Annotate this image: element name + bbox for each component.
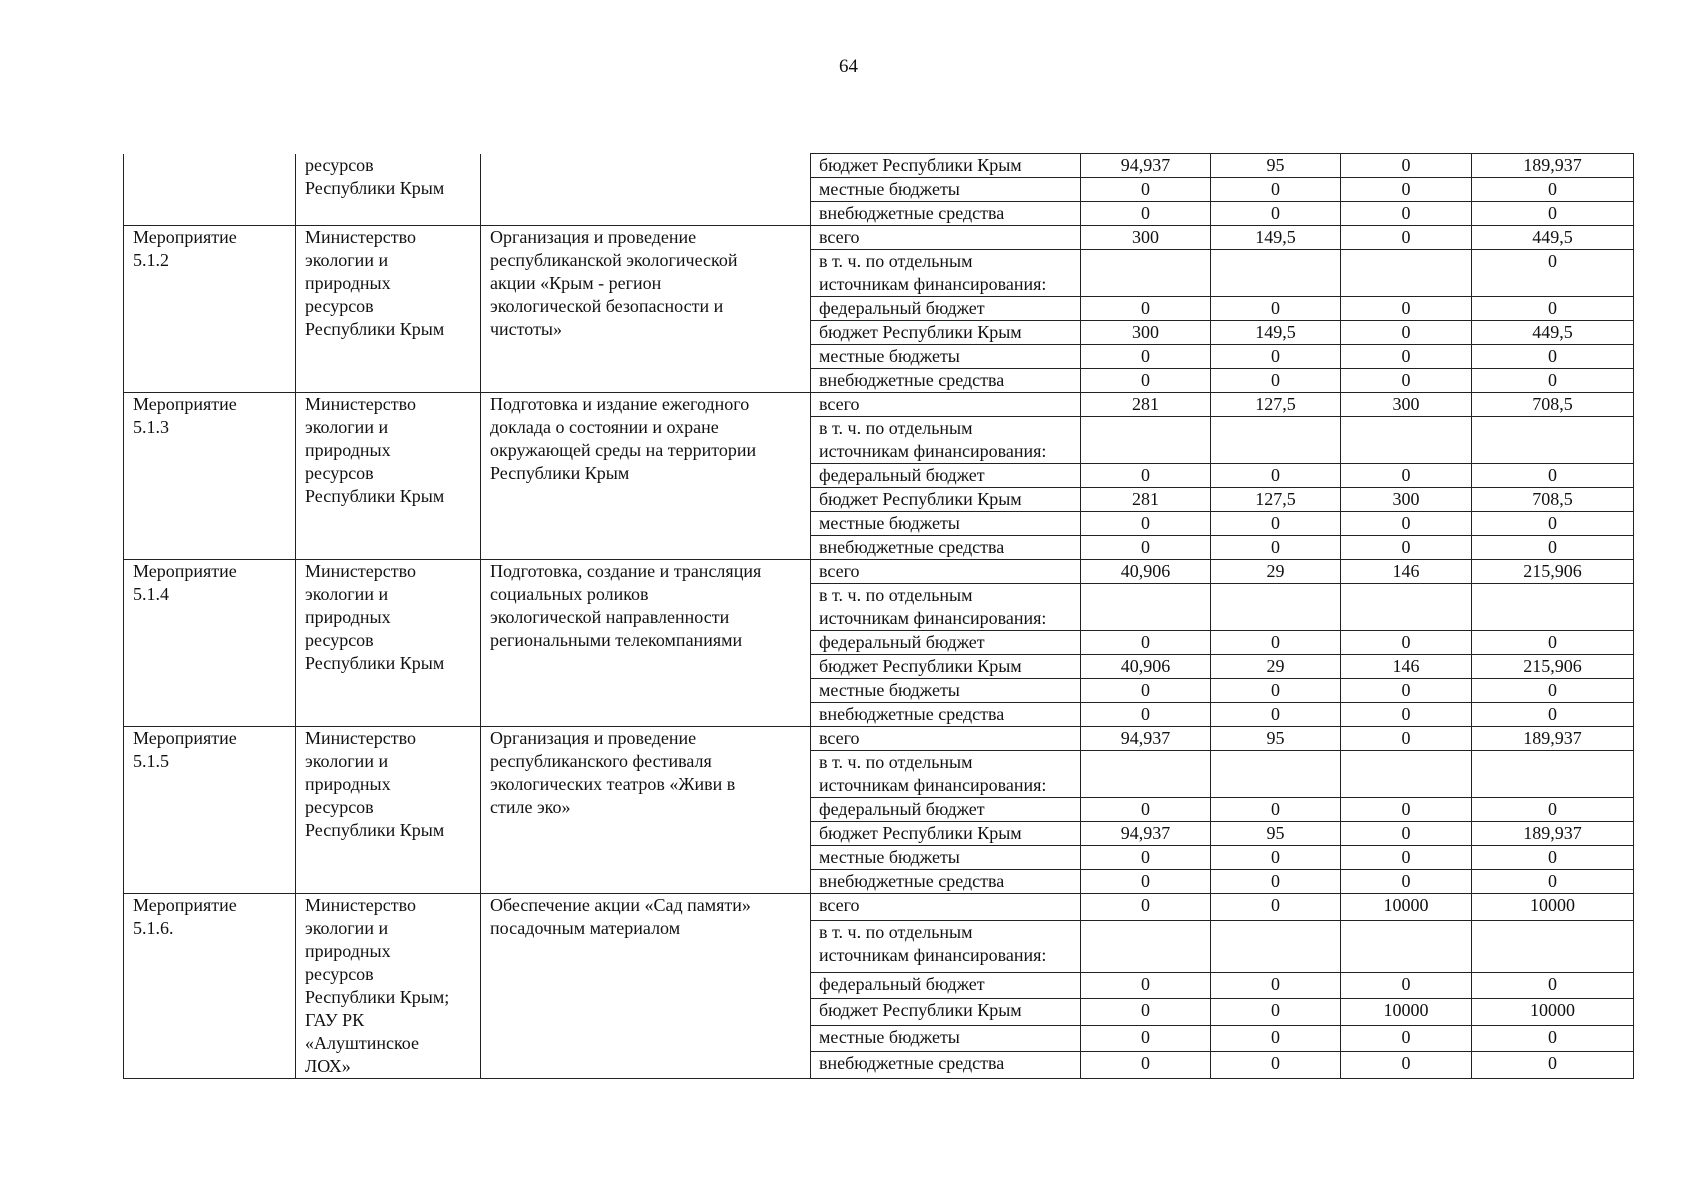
amount-cell: 0	[1081, 345, 1211, 369]
amount-cell	[1211, 584, 1341, 631]
amount-cell: 0	[1341, 1025, 1472, 1052]
event-cell	[124, 894, 296, 1079]
table-row	[124, 727, 1634, 751]
amount-cell: 0	[1211, 703, 1341, 727]
amount-cell: 127,5	[1211, 488, 1341, 512]
amount-cell: 0	[1211, 369, 1341, 393]
description-line: Организация и проведение	[490, 728, 697, 748]
executor-cell	[296, 393, 481, 560]
amount-cell: 0	[1341, 972, 1472, 999]
amount-cell: 0	[1341, 798, 1472, 822]
amount-cell: 0	[1081, 798, 1211, 822]
funding-source-cell	[811, 345, 1081, 369]
amount-cell: 215,906	[1472, 560, 1634, 584]
amount-cell: 0	[1211, 536, 1341, 560]
amount-cell: 0	[1081, 894, 1211, 921]
funding-source-label: бюджет Республики Крым	[819, 1000, 1022, 1021]
funding-source-label: бюджет Республики Крым	[819, 489, 1022, 509]
amount-cell: 0	[1081, 972, 1211, 999]
amount-cell: 0	[1472, 798, 1634, 822]
amount-cell: 0	[1081, 202, 1211, 226]
description-line: чистоты»	[490, 319, 563, 339]
funding-source-cell	[811, 154, 1081, 178]
funding-source-label: федеральный бюджет	[819, 973, 985, 994]
funding-source-cell	[811, 178, 1081, 202]
amount-cell: 95	[1211, 727, 1341, 751]
amount-cell: 94,937	[1081, 727, 1211, 751]
funding-source-cell	[811, 727, 1081, 751]
description-cell	[481, 727, 811, 894]
amount-cell: 40,906	[1081, 655, 1211, 679]
amount-cell: 127,5	[1211, 393, 1341, 417]
executor-line: Республики Крым;	[305, 987, 450, 1007]
amount-cell: 0	[1081, 536, 1211, 560]
description-cell	[481, 894, 811, 1079]
amount-cell	[1341, 584, 1472, 631]
executor-line: Министерство	[305, 227, 416, 247]
funding-source-cell	[811, 751, 1081, 798]
description-line: Подготовка и издание ежегодного	[490, 394, 750, 414]
amount-cell: 300	[1081, 321, 1211, 345]
description-line: республиканской экологической	[490, 250, 738, 270]
amount-cell: 0	[1341, 870, 1472, 894]
amount-cell: 95	[1211, 154, 1341, 178]
amount-cell: 146	[1341, 560, 1472, 584]
amount-cell: 10000	[1472, 894, 1634, 921]
funding-source-label: бюджет Республики Крым	[819, 656, 1022, 676]
amount-cell: 0	[1081, 1025, 1211, 1052]
executor-line: Республики Крым	[305, 653, 445, 673]
amount-cell: 0	[1341, 154, 1472, 178]
description-line: социальных роликов	[490, 584, 649, 604]
funding-source-label: всего	[819, 561, 860, 581]
description-line: доклада о состоянии и охране	[490, 417, 719, 437]
funding-source-label: бюджет Республики Крым	[819, 322, 1022, 342]
amount-cell: 0	[1341, 822, 1472, 846]
amount-cell: 0	[1341, 846, 1472, 870]
funding-source-cell	[811, 488, 1081, 512]
amount-cell: 0	[1341, 1052, 1472, 1079]
amount-cell: 0	[1211, 464, 1341, 488]
funding-source-label: бюджет Республики Крым	[819, 823, 1022, 843]
description-line: посадочным материалом	[490, 918, 681, 938]
executor-cell	[296, 560, 481, 727]
amount-cell: 0	[1081, 631, 1211, 655]
executor-line: природных	[305, 774, 391, 794]
description-line: региональными телекомпаниями	[490, 630, 743, 650]
amount-cell: 215,906	[1472, 655, 1634, 679]
executor-line: Республики Крым	[305, 820, 445, 840]
funding-source-cell	[811, 250, 1081, 297]
amount-cell: 0	[1081, 870, 1211, 894]
event-name-line: Мероприятие	[133, 728, 237, 748]
amount-cell: 189,937	[1472, 822, 1634, 846]
amount-cell: 0	[1211, 798, 1341, 822]
amount-cell: 0	[1472, 250, 1634, 297]
funding-source-cell	[811, 703, 1081, 727]
amount-cell: 149,5	[1211, 226, 1341, 250]
description-line: республиканского фестиваля	[490, 751, 712, 771]
amount-cell	[1341, 417, 1472, 464]
amount-cell: 300	[1341, 393, 1472, 417]
amount-cell: 29	[1211, 560, 1341, 584]
executor-line: Министерство	[305, 728, 416, 748]
funding-source-label: в т. ч. по отдельным	[819, 921, 973, 942]
amount-cell: 40,906	[1081, 560, 1211, 584]
executor-line: природных	[305, 273, 391, 293]
amount-cell: 449,5	[1472, 226, 1634, 250]
description-line: Обеспечение акции «Сад памяти»	[490, 895, 751, 915]
table-row	[124, 393, 1634, 417]
amount-cell	[1081, 250, 1211, 297]
description-line: акции «Крым - регион	[490, 273, 662, 293]
event-name-line: 5.1.3	[133, 417, 169, 437]
funding-source-cell	[811, 894, 1081, 921]
amount-cell: 0	[1341, 321, 1472, 345]
amount-cell: 0	[1472, 178, 1634, 202]
description-cell	[481, 154, 811, 226]
amount-cell	[1341, 751, 1472, 798]
funding-source-label: федеральный бюджет	[819, 632, 985, 652]
description-cell	[481, 393, 811, 560]
funding-source-cell	[811, 1025, 1081, 1052]
description-line: экологической направленности	[490, 607, 730, 627]
executor-line: Республики Крым	[305, 319, 445, 339]
executor-line: экологии и	[305, 751, 389, 771]
event-name-line: 5.1.6.	[133, 918, 174, 938]
amount-cell: 0	[1472, 297, 1634, 321]
executor-line: Министерство	[305, 561, 416, 581]
executor-line: Республики Крым	[305, 486, 445, 506]
funding-source-label: бюджет Республики Крым	[819, 155, 1022, 175]
funding-source-cell	[811, 655, 1081, 679]
event-name-line: 5.1.4	[133, 584, 169, 604]
amount-cell: 0	[1211, 631, 1341, 655]
event-cell	[124, 727, 296, 894]
amount-cell: 189,937	[1472, 154, 1634, 178]
funding-source-label: местные бюджеты	[819, 513, 960, 533]
amount-cell	[1211, 417, 1341, 464]
table-row	[124, 226, 1634, 250]
funding-source-label-cont: источникам финансирования:	[819, 608, 1047, 628]
executor-line: ЛОХ»	[305, 1056, 351, 1076]
amount-cell: 0	[1472, 536, 1634, 560]
executor-line: природных	[305, 941, 391, 961]
amount-cell: 0	[1472, 369, 1634, 393]
amount-cell: 449,5	[1472, 321, 1634, 345]
funding-source-cell	[811, 464, 1081, 488]
funding-source-label: всего	[819, 895, 860, 915]
table-row	[124, 154, 1634, 178]
amount-cell: 0	[1211, 846, 1341, 870]
funding-source-cell	[811, 631, 1081, 655]
amount-cell	[1211, 250, 1341, 297]
amount-cell	[1081, 751, 1211, 798]
funding-source-label: местные бюджеты	[819, 680, 960, 700]
funding-source-label: федеральный бюджет	[819, 799, 985, 819]
amount-cell: 0	[1472, 703, 1634, 727]
event-cell	[124, 560, 296, 727]
funding-source-label: всего	[819, 394, 860, 414]
amount-cell: 0	[1472, 972, 1634, 999]
amount-cell	[1472, 751, 1634, 798]
funding-source-cell	[811, 536, 1081, 560]
amount-cell: 95	[1211, 822, 1341, 846]
amount-cell: 10000	[1472, 999, 1634, 1026]
funding-source-label: федеральный бюджет	[819, 298, 985, 318]
funding-source-cell	[811, 679, 1081, 703]
page-number: 64	[839, 56, 858, 77]
funding-source-cell	[811, 999, 1081, 1026]
amount-cell: 0	[1341, 345, 1472, 369]
funding-source-label: местные бюджеты	[819, 1026, 960, 1047]
amount-cell: 0	[1341, 369, 1472, 393]
executor-line: экологии и	[305, 918, 389, 938]
amount-cell: 0	[1211, 870, 1341, 894]
amount-cell: 0	[1081, 297, 1211, 321]
description-cell	[481, 560, 811, 727]
amount-cell: 0	[1211, 297, 1341, 321]
amount-cell	[1211, 920, 1341, 972]
funding-source-cell	[811, 798, 1081, 822]
amount-cell: 0	[1211, 894, 1341, 921]
executor-line: экологии и	[305, 250, 389, 270]
executor-line: ГАУ РК	[305, 1010, 365, 1030]
event-name-line: Мероприятие	[133, 895, 237, 915]
amount-cell: 0	[1211, 679, 1341, 703]
funding-source-label: всего	[819, 227, 860, 247]
funding-source-label-cont: источникам финансирования:	[819, 441, 1047, 461]
amount-cell: 0	[1081, 999, 1211, 1026]
amount-cell: 0	[1472, 1025, 1634, 1052]
event-name-line: Мероприятие	[133, 394, 237, 414]
amount-cell: 0	[1341, 202, 1472, 226]
amount-cell	[1472, 417, 1634, 464]
event-name-line: 5.1.5	[133, 751, 169, 771]
amount-cell: 0	[1341, 727, 1472, 751]
amount-cell: 0	[1211, 1025, 1341, 1052]
amount-cell: 0	[1211, 1052, 1341, 1079]
amount-cell: 0	[1341, 178, 1472, 202]
executor-line: Министерство	[305, 394, 416, 414]
amount-cell: 0	[1081, 464, 1211, 488]
funding-source-label: в т. ч. по отдельным	[819, 251, 973, 271]
budget-table-body	[124, 154, 1634, 1079]
amount-cell: 0	[1472, 846, 1634, 870]
amount-cell: 0	[1081, 178, 1211, 202]
amount-cell: 10000	[1341, 894, 1472, 921]
executor-line: Министерство	[305, 895, 416, 915]
amount-cell: 281	[1081, 488, 1211, 512]
funding-source-cell	[811, 417, 1081, 464]
funding-source-label: внебюджетные средства	[819, 1053, 1005, 1074]
description-line: окружающей среды на территории	[490, 440, 757, 460]
amount-cell: 146	[1341, 655, 1472, 679]
amount-cell	[1081, 584, 1211, 631]
funding-source-cell	[811, 512, 1081, 536]
amount-cell: 281	[1081, 393, 1211, 417]
event-cell	[124, 393, 296, 560]
funding-source-label: в т. ч. по отдельным	[819, 752, 973, 772]
funding-source-cell	[811, 369, 1081, 393]
event-name-line: Мероприятие	[133, 561, 237, 581]
event-cell	[124, 154, 296, 226]
executor-line: природных	[305, 440, 391, 460]
funding-source-cell	[811, 560, 1081, 584]
amount-cell: 708,5	[1472, 488, 1634, 512]
amount-cell: 0	[1211, 178, 1341, 202]
amount-cell: 0	[1081, 369, 1211, 393]
executor-cell	[296, 154, 481, 226]
amount-cell: 0	[1472, 345, 1634, 369]
amount-cell: 0	[1472, 870, 1634, 894]
amount-cell: 0	[1341, 297, 1472, 321]
funding-source-cell	[811, 584, 1081, 631]
amount-cell: 0	[1341, 679, 1472, 703]
amount-cell: 0	[1211, 999, 1341, 1026]
amount-cell: 0	[1211, 972, 1341, 999]
funding-source-label: в т. ч. по отдельным	[819, 585, 973, 605]
event-name-line: 5.1.2	[133, 250, 169, 270]
executor-line: природных	[305, 607, 391, 627]
table-row	[124, 560, 1634, 584]
amount-cell	[1081, 920, 1211, 972]
funding-source-label: федеральный бюджет	[819, 465, 985, 485]
funding-source-label: в т. ч. по отдельным	[819, 418, 973, 438]
amount-cell: 0	[1341, 464, 1472, 488]
description-line: Организация и проведение	[490, 227, 697, 247]
amount-cell: 708,5	[1472, 393, 1634, 417]
amount-cell: 0	[1341, 226, 1472, 250]
executor-line: ресурсов	[305, 154, 374, 175]
funding-source-cell	[811, 297, 1081, 321]
funding-source-label: внебюджетные средства	[819, 203, 1005, 223]
executor-line: экологии и	[305, 417, 389, 437]
funding-source-cell	[811, 846, 1081, 870]
funding-source-label-cont: источникам финансирования:	[819, 775, 1047, 795]
description-line: Подготовка, создание и трансляция	[490, 561, 762, 581]
amount-cell: 0	[1472, 464, 1634, 488]
executor-line: ресурсов	[305, 296, 374, 316]
amount-cell: 0	[1081, 1052, 1211, 1079]
funding-source-label: местные бюджеты	[819, 346, 960, 366]
funding-source-label-cont: источникам финансирования:	[819, 274, 1047, 294]
amount-cell: 0	[1081, 846, 1211, 870]
amount-cell: 0	[1341, 512, 1472, 536]
funding-source-cell	[811, 920, 1081, 972]
funding-source-cell	[811, 1052, 1081, 1079]
amount-cell: 300	[1341, 488, 1472, 512]
funding-source-label: внебюджетные средства	[819, 704, 1005, 724]
funding-source-cell	[811, 226, 1081, 250]
executor-cell	[296, 727, 481, 894]
amount-cell: 0	[1211, 202, 1341, 226]
amount-cell: 149,5	[1211, 321, 1341, 345]
funding-source-cell	[811, 972, 1081, 999]
amount-cell: 189,937	[1472, 727, 1634, 751]
amount-cell	[1341, 920, 1472, 972]
executor-line: «Алуштинское	[305, 1033, 420, 1053]
funding-source-cell	[811, 321, 1081, 345]
amount-cell: 0	[1081, 512, 1211, 536]
amount-cell: 300	[1081, 226, 1211, 250]
description-cell	[481, 226, 811, 393]
funding-source-cell	[811, 822, 1081, 846]
amount-cell: 0	[1211, 345, 1341, 369]
funding-source-label: внебюджетные средства	[819, 871, 1005, 891]
executor-cell	[296, 226, 481, 393]
amount-cell: 0	[1081, 703, 1211, 727]
amount-cell	[1081, 417, 1211, 464]
description-line: экологической безопасности и	[490, 296, 724, 316]
funding-source-cell	[811, 870, 1081, 894]
funding-source-cell	[811, 393, 1081, 417]
budget-table	[123, 153, 1634, 1079]
amount-cell: 29	[1211, 655, 1341, 679]
event-cell	[124, 226, 296, 393]
executor-line: ресурсов	[305, 630, 374, 650]
executor-cell	[296, 894, 481, 1079]
table-row	[124, 894, 1634, 921]
funding-source-label: всего	[819, 728, 860, 748]
description-line: стиле эко»	[490, 797, 571, 817]
executor-line: ресурсов	[305, 797, 374, 817]
executor-line: ресурсов	[305, 964, 374, 984]
amount-cell	[1341, 250, 1472, 297]
amount-cell: 0	[1472, 679, 1634, 703]
executor-line: ресурсов	[305, 463, 374, 483]
amount-cell	[1472, 920, 1634, 972]
funding-source-cell	[811, 202, 1081, 226]
executor-line: Республики Крым	[305, 177, 445, 198]
amount-cell: 0	[1341, 703, 1472, 727]
amount-cell: 0	[1081, 679, 1211, 703]
amount-cell: 0	[1341, 536, 1472, 560]
amount-cell: 94,937	[1081, 822, 1211, 846]
amount-cell: 10000	[1341, 999, 1472, 1026]
funding-source-label-cont: источникам финансирования:	[819, 944, 1047, 965]
amount-cell: 94,937	[1081, 154, 1211, 178]
funding-source-label: внебюджетные средства	[819, 537, 1005, 557]
amount-cell	[1211, 751, 1341, 798]
executor-line: экологии и	[305, 584, 389, 604]
funding-source-label: местные бюджеты	[819, 179, 960, 199]
description-line: экологических театров «Живи в	[490, 774, 736, 794]
amount-cell: 0	[1211, 512, 1341, 536]
amount-cell: 0	[1472, 1052, 1634, 1079]
description-line: Республики Крым	[490, 463, 630, 483]
amount-cell: 0	[1472, 202, 1634, 226]
amount-cell: 0	[1472, 512, 1634, 536]
funding-source-label: местные бюджеты	[819, 847, 960, 867]
amount-cell: 0	[1472, 631, 1634, 655]
funding-source-label: внебюджетные средства	[819, 370, 1005, 390]
amount-cell	[1472, 584, 1634, 631]
event-name-line: Мероприятие	[133, 227, 237, 247]
amount-cell: 0	[1341, 631, 1472, 655]
